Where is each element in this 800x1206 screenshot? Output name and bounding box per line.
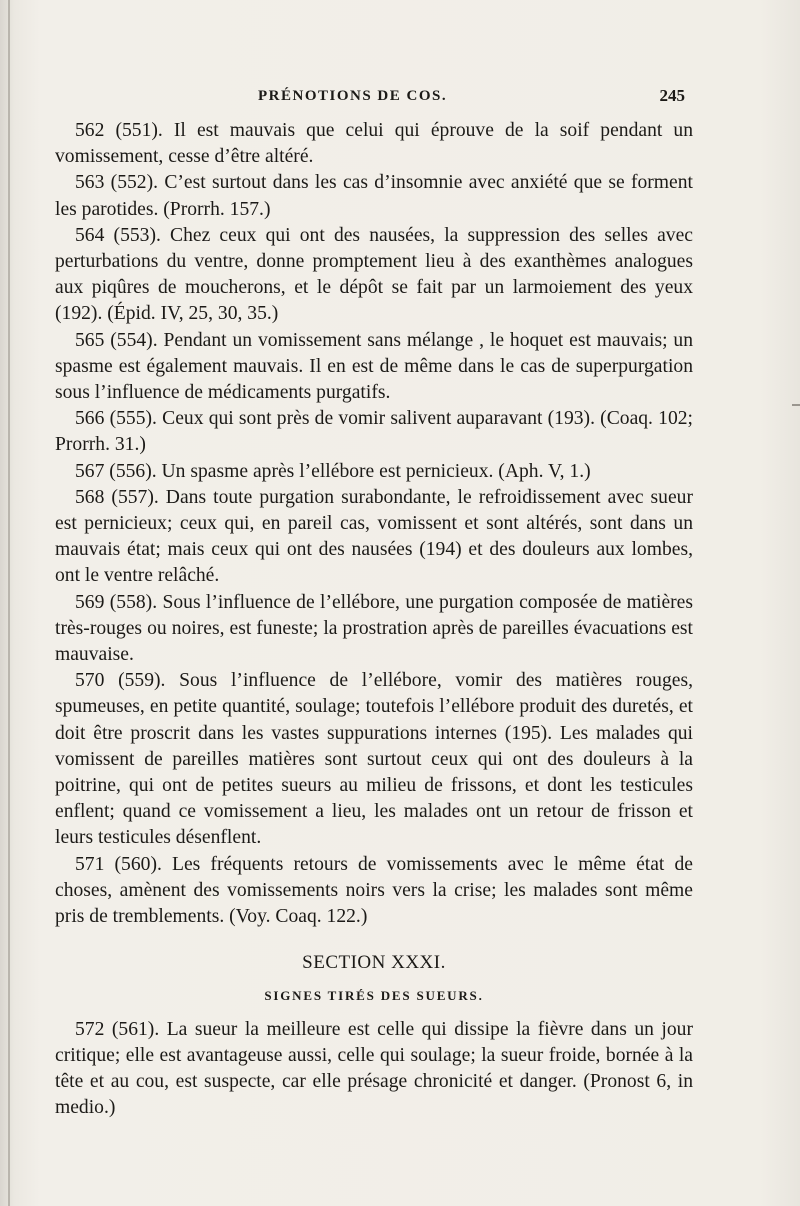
text-body (55, 118, 693, 1122)
section-subtitle: SIGNES TIRÉS DES SUEURS. (264, 987, 484, 1003)
paragraph-563: 563 (552). C’est surtout dans les cas d’insomnie avec anxiété que se forment les parotides. (Prorrh. 157.) (55, 172, 693, 220)
paragraph-570: 570 (559). Sous l’influence de l’ellébore, vomir des matières rouges, spumeuses, en petite quantité, soulage; toutefois l’ellébore produit des duretés, et doit être proscrit dans les vastes suppurations internes (195). Les malades qui vomissent de pareilles matières sont surtout ceux qui ont des douleurs à la poitrine, qui ont de petites sueurs au milieu de frissons, et dont les testicules enflent; quand ce vomissement a lieu, les malades ont un retour de frisson et leurs testicules désenflent. (55, 670, 693, 849)
margin-mark (792, 404, 800, 406)
paragraph-566: 566 (555). Ceux qui sont près de vomir salivent auparavant (193). (Coaq. 102; Prorrh. 31.) (55, 408, 693, 456)
paragraph-571: 571 (560). Les fréquents retours de vomissements avec le même état de choses, amènent des vomissements noirs vers la crise; les malades sont même pris de tremblements. (Voy. Coaq. 122.) (55, 853, 693, 928)
paragraph-568: 568 (557). Dans toute purgation surabondante, le refroidissement avec sueur est pernicieux; ceux qui, en pareil cas, vomissent et sont altérés, sont dans un mauvais état; mais ceux qui ont des nausées (194) et des douleurs aux lombes, ont le ventre relâché. (55, 486, 693, 587)
paragraph-567: 567 (556). Un spasme après l’ellébore est pernicieux. (Aph. V, 1.) (75, 460, 591, 482)
paragraph-572: 572 (561). La sueur la meilleure est celle qui dissipe la fièvre dans un jour critique; elle est avantageuse aussi, celle qui soulage; la sueur froide, bornée à la tête et au cou, est suspecte, car elle présage chronicité et danger. (Pronost 6, in medio.) (55, 1018, 693, 1119)
page-number: 245 (659, 86, 685, 105)
paragraph-564: 564 (553). Chez ceux qui ont des nausées, la suppression des selles avec perturbations du ventre, donne promptement lieu à des exanthèmes analogues aux piqûres de moucherons, et le dépôt se fait par un larmoiement des yeux (192). (Épid. IV, 25, 30, 35.) (55, 224, 693, 325)
paragraph-565: 565 (554). Pendant un vomissement sans mélange , le hoquet est mauvais; un spasme est également mauvais. Il en est de même dans le cas de superpurgation sous l’influence de médicaments purgatifs. (55, 329, 693, 404)
binding-gutter (8, 0, 10, 1206)
section-title: SECTION XXXI. (302, 952, 446, 974)
running-header (55, 88, 685, 112)
running-title: PRÉNOTIONS DE COS. (258, 88, 448, 104)
paragraph-562: 562 (551). Il est mauvais que celui qui éprouve de la soif pendant un vomissement, cesse d’être altéré. (55, 120, 693, 168)
paragraph-569: 569 (558). Sous l’influence de l’ellébore, une purgation composée de matières très-rouges ou noires, est funeste; la prostration après de pareilles évacuations est mauvaise. (55, 591, 693, 666)
